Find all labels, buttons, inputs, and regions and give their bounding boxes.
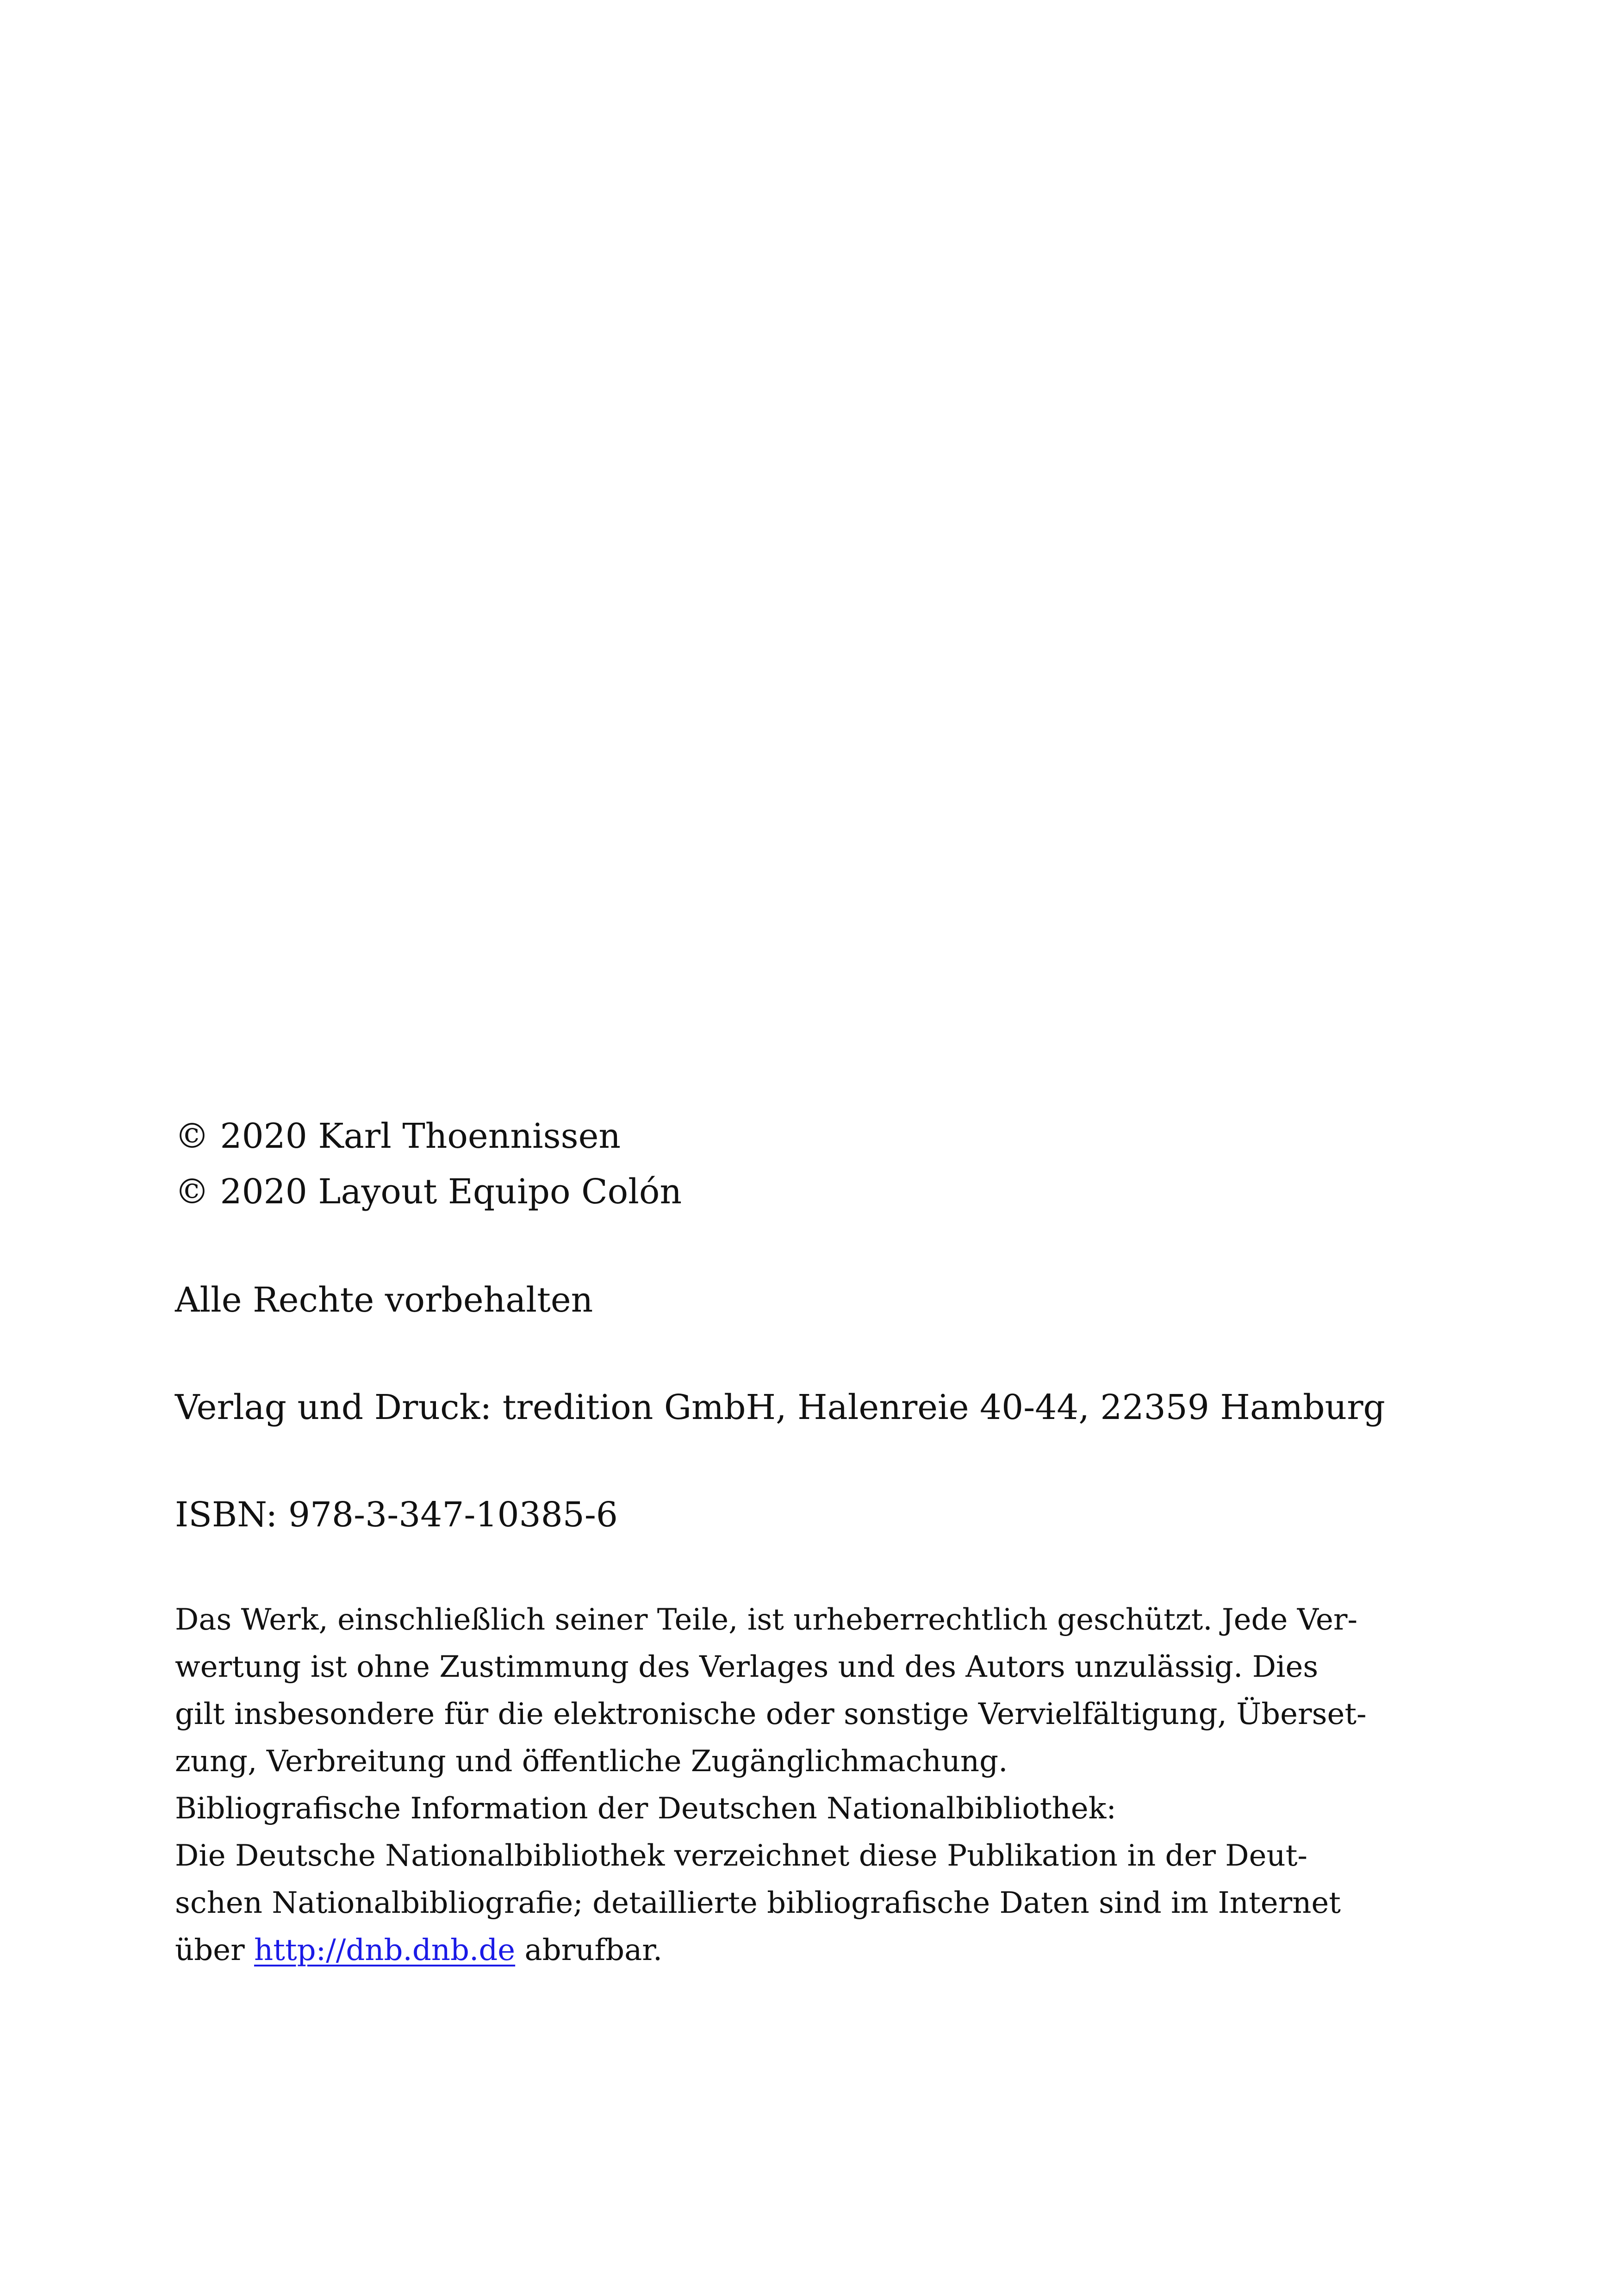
legal-line: wertung ist ohne Zustimmung des Verlages und des Autors unzulässig. Dies [175,1650,1319,1684]
bibliographic-heading: Bibliografische Information der Deutschen Nationalbibliothek: [175,1792,1116,1826]
dnb-link[interactable]: http://dnb.dnb.de [254,1933,516,1967]
copyright-author: © 2020 Karl Thoennissen [175,1116,621,1156]
copyright-layout: © 2020 Layout Equipo Colón [175,1172,682,1212]
imprint-block [175,1108,1397,1974]
legal-line: schen Nationalbibliografie; detaillierte bibliografische Daten sind im Internet [175,1886,1341,1920]
legal-line: Die Deutsche Nationalbibliothek verzeichnet diese Publikation in der Deut- [175,1839,1308,1873]
link-suffix: abrufbar. [515,1933,663,1967]
isbn-line: ISBN: 978-3-347-10385-6 [175,1495,618,1535]
legal-notice [175,1596,1397,1974]
legal-line: gilt insbesondere für die elektronische oder sonstige Vervielfältigung, Überset- [175,1697,1367,1731]
link-prefix: über [175,1933,254,1967]
legal-line: zung, Verbreitung und öffentliche Zugänglichmachung. [175,1744,1008,1779]
legal-line: Das Werk, einschließlich seiner Teile, ist urheberrechtlich geschützt. Jede Ver- [175,1603,1358,1637]
publisher-line: Verlag und Druck: tredition GmbH, Halenreie 40-44, 22359 Hamburg [175,1388,1385,1427]
rights-notice: Alle Rechte vorbehalten [175,1280,593,1320]
legal-last-line [175,1927,1397,1974]
